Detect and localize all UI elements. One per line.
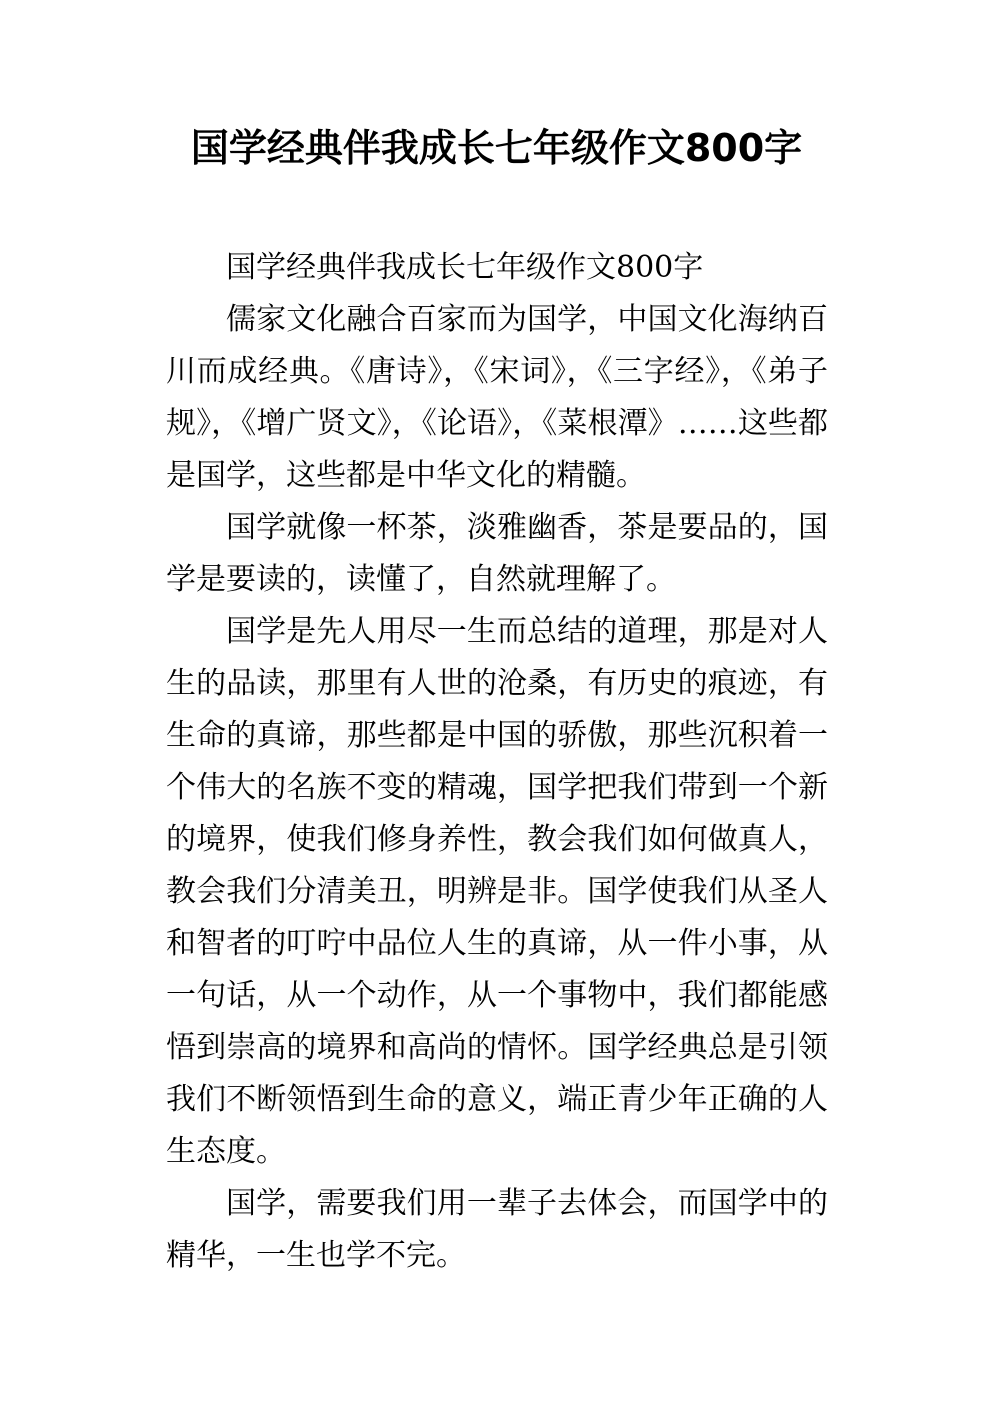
paragraph-conclusion: 国学，需要我们用一辈子去体会，而国学中的精华，一生也学不完。 <box>166 1186 828 1273</box>
paragraph-wisdom: 国学是先人用尽一生而总结的道理，那是对人生的品读，那里有人世的沧桑，有历史的痕迹，有生命的真谛，那些都是中国的骄傲，那些沉积着一个伟大的名族不变的精魂，国学把我们带到一个新的境界，使我们修身养性，教会我们如何做真人，教会我们分清美丑，明辨是非。国学使我们从圣人和智者的叮咛中品位人生的真谛，从一件小事，从一句话，从一个动作，从一个事物中，我们都能感悟到崇高的境界和高尚的情怀。国学经典总是引领我们不断领悟到生命的意义，端正青少年正确的人生态度。 <box>166 614 828 1169</box>
paragraph-intro: 儒家文化融合百家而为国学，中国文化海纳百川而成经典。《唐诗》，《宋词》，《三字经》，《弟子规》，《增广贤文》，《论语》，《菜根潭》……这些都是国学，这些都是中华文化的精髓。 <box>166 302 828 493</box>
paragraph-tea: 国学就像一杯茶，淡雅幽香，茶是要品的，国学是要读的，读懂了，自然就理解了。 <box>166 510 828 597</box>
paragraph-subtitle: 国学经典伴我成长七年级作文800字 <box>226 250 704 285</box>
document-title: 国学经典伴我成长七年级作文800字 <box>190 126 803 170</box>
document-body <box>166 242 828 1282</box>
